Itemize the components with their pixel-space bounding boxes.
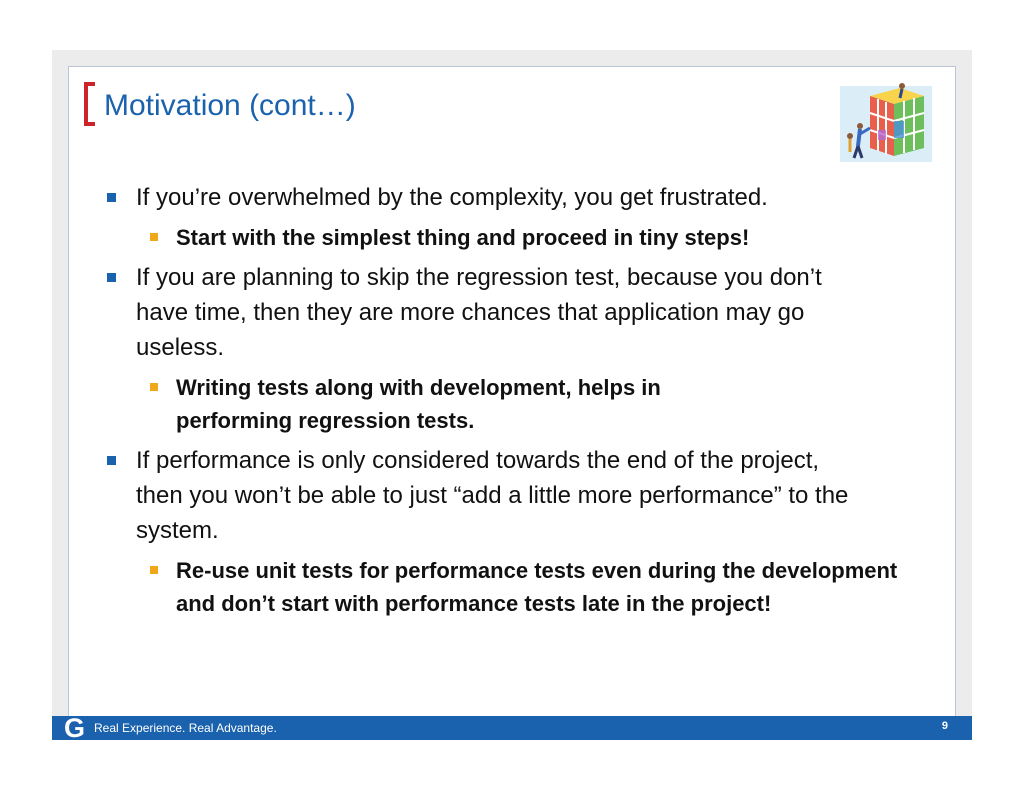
bullet-list: [100, 180, 930, 626]
footer-bar: [52, 713, 972, 743]
footer-tagline: Real Experience. Real Advantage.: [94, 721, 277, 735]
bullet-square-icon: [107, 456, 116, 465]
bullet-square-icon: [107, 273, 116, 282]
bullet-text: If you are planning to skip the regression test, because you don’t have time, then they are more chances that application may go useless.: [136, 264, 822, 361]
sub-bullet-text: Re-use unit tests for performance tests even during the development and don’t start with performance tests late in the project!: [176, 558, 898, 616]
title-bracket: [84, 82, 95, 126]
sub-bullet-item: [100, 554, 930, 620]
sub-bullet-text: Writing tests along with development, helps in performing regression tests.: [176, 375, 661, 433]
company-logo: G: [64, 713, 86, 743]
sub-bullet-square-icon: [150, 566, 158, 574]
rubik-cube-climbers-icon: [840, 82, 936, 162]
sub-bullet-item: [100, 371, 930, 437]
sub-bullet-square-icon: [150, 383, 158, 391]
bullet-item: [100, 180, 930, 215]
slide-title: Motivation (cont…): [104, 89, 356, 122]
bullet-text: If you’re overwhelmed by the complexity, you get frustrated.: [136, 184, 768, 211]
page-number: 9: [941, 720, 948, 732]
sub-bullet-square-icon: [150, 233, 158, 241]
sub-bullet-item: [100, 221, 930, 254]
bullet-item: [100, 260, 930, 365]
bullet-text: If performance is only considered towards the end of the project, then you won’t be able to just “add a little more performance” to the system.: [136, 447, 849, 544]
bullet-item: [100, 443, 930, 548]
sub-bullet-text: Start with the simplest thing and proceed in tiny steps!: [176, 225, 750, 250]
bullet-square-icon: [107, 193, 116, 202]
